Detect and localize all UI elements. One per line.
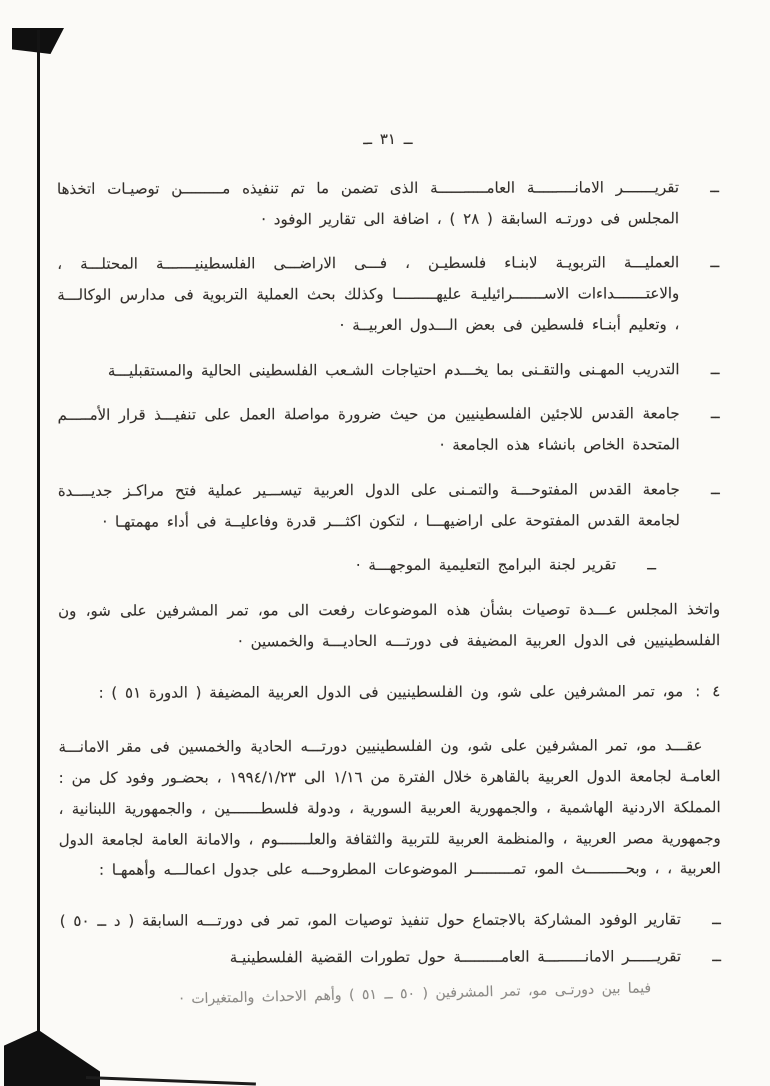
bullet-text: تقارير الوفود المشاركة بالاجتماع حول تنفيذ توصيات المو، تمر فى دورتـــه السابقة ( د ــ ٥٠ ) — [59, 910, 681, 930]
bullet-text: التدريب المهـنى والتقـنى بما يخـــدم احتياجات الشـعب الفلسطينى الحالية والمستقبليـــة — [107, 359, 680, 380]
bullet-dash: ــ — [712, 910, 721, 929]
document-content — [57, 123, 721, 1010]
bullet-text: جامعة القدس للاجئين الفلسطينيين من حيث ضرورة مواصلة العمل على تنفيـــذ قرار الأمـــــم المتحدة الخاص بانشاء هذه الجامعة · — [57, 404, 680, 454]
section-title: مو، تمر المشرفين على شو، ون الفلسطينيين فى الدول العربية المضيفة ( الدورة ٥١ ) : — [98, 681, 684, 702]
bullet-dash: ــ — [710, 404, 720, 423]
list-item — [59, 904, 721, 936]
bullet-dash: ــ — [710, 359, 720, 378]
bullet-text — [59, 941, 682, 1007]
list-item — [58, 474, 720, 537]
bullet-text: تقريـــــــر الامانـــــــــة العامـــــــــــة الذى تضمن ما تم تنفيذه مـــــــــن توصيـات اتخذها المجلس فى دورتـه السابقة ( ٢٨ ) ، اضافة الى تقارير الوفود · — [56, 177, 680, 228]
list-item — [57, 354, 719, 386]
list-item — [58, 398, 720, 461]
bullet-dash: ــ — [710, 253, 720, 272]
bullet-text: العمليـــة التربويـة لابنـاء فلسطيـن ، فـــى الاراضـــى الفلسطينيـــــــة المحتلـــة ، والاعتـــــــداءات الاســـــــرائيليـة عليهـــــــــا وكذلك بحث العملية التربوية فى مدارس الوكالـــة ، وتعليم أبنـاء فلسطين فى بعض الـــدول العربيــة · — [57, 253, 680, 334]
bullet-text-line2-faded: فيما بين دورتـى مو، تمر المشرفين ( ٥٠ ــ ٥١ ) وأهم الاحداث والمتغيرات · — [179, 979, 652, 1007]
body-paragraph: عقـــد مو، تمر المشرفين على شو، ون الفلسطينيين دورتـــه الحادية والخمسين فى مقر الامانـــة العامـة لجامعة الدول العربية بالقاهرة خلال الفترة من ١/١٦ الى ١٩٩٤/١/٢٣ ، بحضـور وفود كل من : المملكة الاردنية الهاشمية ، والجمهورية العربية السورية ، ودولة فلسطـــــــين ، والجمهورية اللبنانية ، وجمهورية مصر العربية ، والمنظمة العربية للتربية والثقافة والعلـــــــوم ، والامانة العامة لجامعة الدول العربية ، ، وبحـــــــــث المو، تمـــــــــر الموضوعات المطروحـــه على جدول اعمالـــه وأهمهـا : — [58, 736, 721, 880]
bottom-bullet-list — [59, 904, 722, 1007]
section-number: ٤ — [712, 681, 721, 700]
list-item — [57, 172, 719, 235]
page-number: ــ ٣١ ــ — [363, 129, 413, 149]
list-item — [58, 550, 656, 582]
section-separator: : — [695, 681, 701, 700]
list-item — [57, 247, 719, 341]
section-heading — [58, 676, 720, 708]
bullet-text-line1: تقريــــــر الامانـــــــــة العامـــــــــة حول تطورات القضية الفلسطينيـة — [229, 946, 682, 967]
list-item — [59, 941, 722, 1007]
bullet-text: تقرير لجنة البرامج التعليمية الموجهـــة · — [355, 555, 617, 575]
bullet-dash: ــ — [710, 479, 720, 498]
bullet-text: جامعة القدس المفتوحـــة والتمـنى على الدول العربية تيســـير عملية فتح مراكـز جديــــدة لجامعة القدس المفتوحة على اراضيهـــا ، لتكون اكثـــر قدرة وفاعليــة فى أداء مهمتهـا · — [57, 479, 680, 531]
bullet-dash: ــ — [712, 946, 722, 965]
bullet-dash: ــ — [647, 555, 657, 574]
scan-artifact-bottom-line — [86, 1076, 256, 1086]
bullet-dash: ــ — [710, 177, 720, 196]
closing-paragraph: واتخذ المجلس عـــدة توصيات بشأن هذه الموضوعات رفعت الى مو، تمر المشرفين على شو، ون الفلسطينيين فى الدول العربية المضيفة فى دورتـــه الحاديـــة والخمسين · — [58, 600, 721, 651]
scan-artifact-left-edge — [37, 30, 40, 1056]
